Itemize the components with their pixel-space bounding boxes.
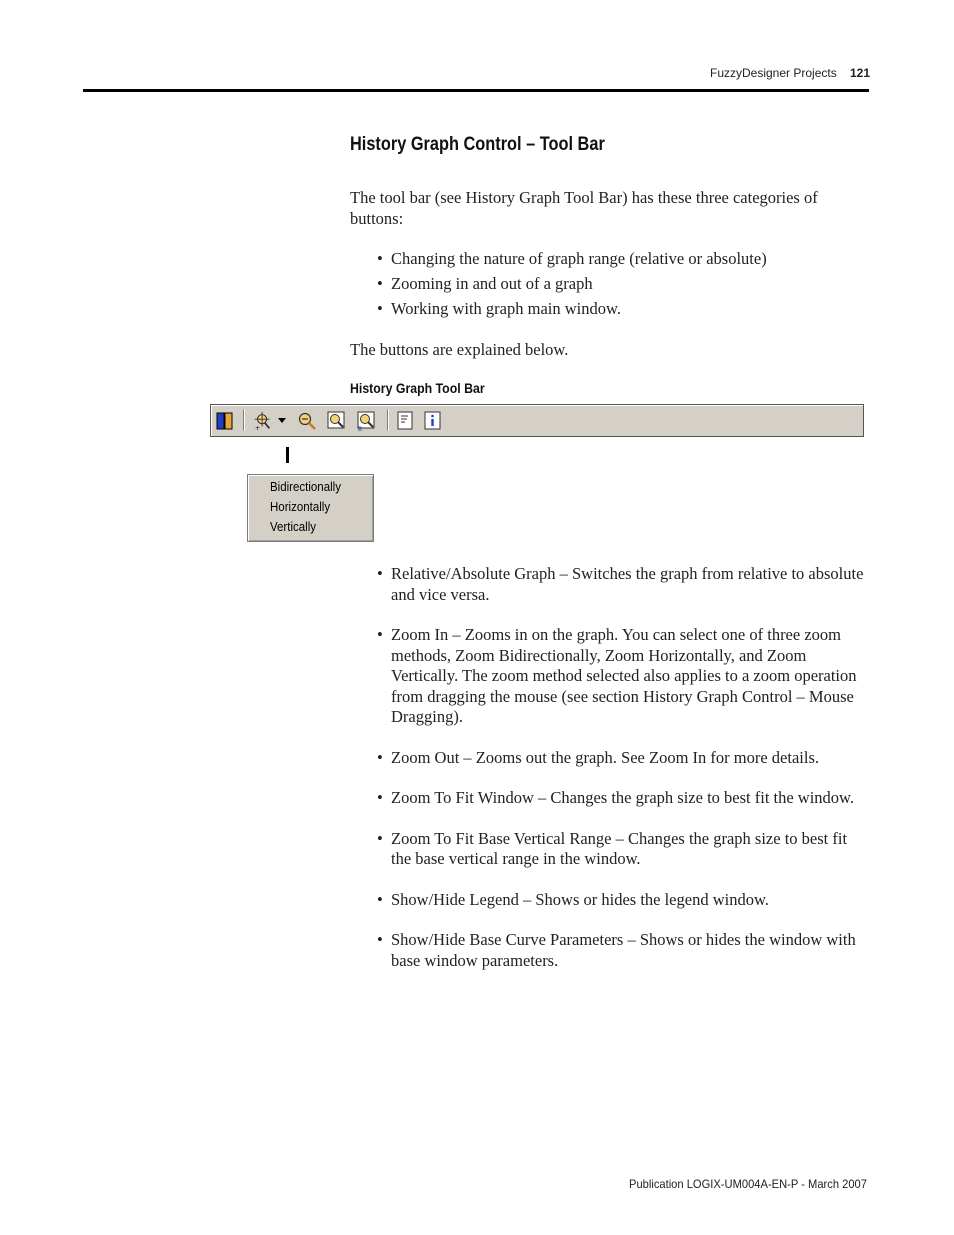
description-item: • Show/Hide Base Curve Parameters – Shows or hides the window with base window parameters. xyxy=(377,930,867,971)
show-hide-legend-button[interactable] xyxy=(395,411,415,431)
zoom-method-menu xyxy=(247,474,374,542)
dropdown-arrow-icon xyxy=(278,418,286,424)
relative-absolute-graph-button[interactable] xyxy=(215,411,235,431)
publication-footer: Publication LOGIX-UM004A-EN-P - March 2007 xyxy=(629,1177,867,1191)
svg-text:B: B xyxy=(358,426,363,431)
zoom-out-button[interactable] xyxy=(297,411,317,431)
zoom-out-icon xyxy=(297,411,317,431)
description-item: • Show/Hide Legend – Shows or hides the legend window. xyxy=(377,890,867,911)
category-item: • Zooming in and out of a graph xyxy=(377,274,867,295)
button-description-list xyxy=(377,564,867,991)
show-hide-legend-icon xyxy=(395,411,415,431)
callout-line xyxy=(286,447,289,463)
zoom-to-fit-base-vertical-range-button[interactable] xyxy=(357,411,377,431)
category-item: • Changing the nature of graph range (relative or absolute) xyxy=(377,249,867,270)
toolbar-separator xyxy=(387,409,389,431)
category-item: • Working with graph main window. xyxy=(377,299,867,320)
description-item: • Zoom In – Zooms in on the graph. You can select one of three zoom methods, Zoom Bidirectionally, Zoom Horizontally, and Zoom Vertically. The zoom method selected also applies to a zoom operation from dragging the mouse (see section History Graph Control – Mouse Dragging). xyxy=(377,625,867,728)
menu-item-horizontally[interactable]: Horizontally xyxy=(270,500,331,514)
figure-caption: History Graph Tool Bar xyxy=(350,380,485,396)
zoom-in-button[interactable] xyxy=(253,411,273,431)
description-item: • Zoom Out – Zooms out the graph. See Zoom In for more details. xyxy=(377,748,867,769)
zoom-method-dropdown[interactable] xyxy=(277,411,287,431)
relative-absolute-graph-icon xyxy=(215,411,235,431)
category-list xyxy=(377,249,867,324)
intro-paragraph: The tool bar (see History Graph Tool Bar) has these three categories of buttons: xyxy=(350,188,818,228)
menu-item-vertically[interactable]: Vertically xyxy=(270,520,317,534)
svg-text:+: + xyxy=(254,425,261,432)
running-header-section: FuzzyDesigner Projects xyxy=(710,66,837,80)
show-hide-base-curve-parameters-button[interactable] xyxy=(423,411,443,431)
description-item: • Zoom To Fit Window – Changes the graph size to best fit the window. xyxy=(377,788,867,809)
menu-item-bidirectionally[interactable]: Bidirectionally xyxy=(270,480,341,494)
zoom-to-fit-window-icon xyxy=(327,411,347,431)
explain-paragraph: The buttons are explained below. xyxy=(350,340,569,359)
header-rule xyxy=(83,89,869,92)
show-hide-base-curve-parameters-icon xyxy=(423,411,443,431)
description-item: • Zoom To Fit Base Vertical Range – Changes the graph size to best fit the base vertical range in the window. xyxy=(377,829,867,870)
zoom-to-fit-window-button[interactable] xyxy=(327,411,347,431)
page-number: 121 xyxy=(850,66,871,80)
description-item: • Relative/Absolute Graph – Switches the graph from relative to absolute and vice versa. xyxy=(377,564,867,605)
zoom-to-fit-base-vertical-range-icon xyxy=(357,411,377,431)
toolbar-separator xyxy=(243,409,245,431)
zoom-in-icon xyxy=(253,410,273,432)
section-title: History Graph Control – Tool Bar xyxy=(350,134,605,155)
history-graph-toolbar xyxy=(210,404,864,437)
